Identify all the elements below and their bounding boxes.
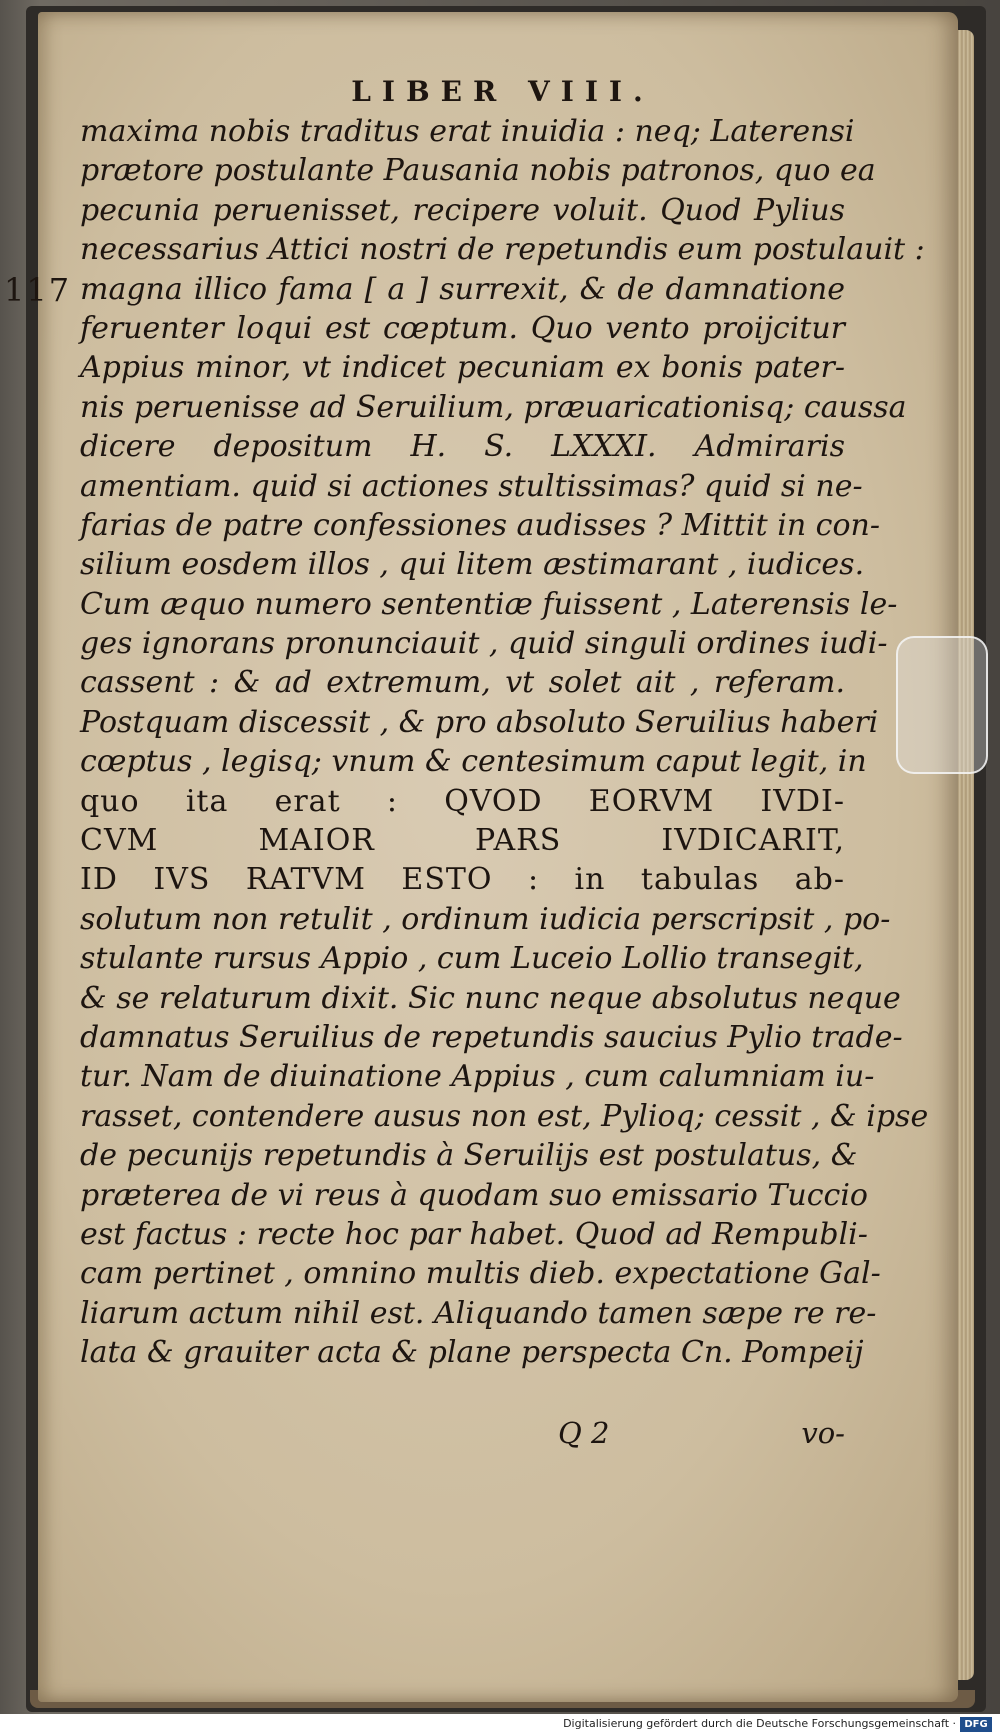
text-line: cam pertinet , omnino multis dieb. expectatione Gal- xyxy=(80,1256,881,1292)
text-line: magna illico fama [ a ] surrexit, & de damnatione xyxy=(80,271,845,307)
text-line: dicere depositum H. S. LXXXI. Admiraris xyxy=(80,429,845,465)
text-line: cœptus , legisq; vnum & centesimum caput legit, in xyxy=(80,744,867,780)
text-line: ID IVS RATVM ESTO : in tabulas ab- xyxy=(80,862,845,898)
text-line: CVM MAIOR PARS IVDICARIT, xyxy=(80,823,845,859)
running-head: LIBER VIII. xyxy=(351,75,654,108)
text-line: est factus : recte hoc par habet. Quod ad Rempubli- xyxy=(80,1216,868,1252)
text-block xyxy=(80,75,929,1373)
text-line: lata & grauiter acta & plane perspecta Cn. Pompeij xyxy=(80,1335,864,1371)
text-line: silium eosdem illos , qui litem æstimarant , iudices. xyxy=(80,547,865,583)
text-line: Postquam discessit , & pro absoluto Seruilius haberi xyxy=(80,704,879,740)
text-line: rasset, contendere ausus non est, Pylioq; cessit , & ipse xyxy=(80,1098,929,1134)
text-line: quo ita erat : QVOD EORVM IVDI- xyxy=(80,783,845,819)
text-line: damnatus Seruilius de repetundis saucius Pylio trade- xyxy=(80,1019,903,1055)
text-line: præterea de vi reus à quodam suo emissario Tuccio xyxy=(80,1177,868,1213)
text-line: feruenter loqui est cœptum. Quo vento proijcitur xyxy=(80,310,845,346)
credit-bar xyxy=(0,1714,1000,1736)
page-footer xyxy=(80,1416,845,1456)
text-line: cassent : & ad extremum, vt solet ait , referam. xyxy=(80,665,845,701)
marginal-number: 117 xyxy=(4,271,72,309)
text-line: Appius minor, vt indicet pecuniam ex bonis pater- xyxy=(80,350,845,386)
text-line: stulante rursus Appio , cum Luceio Lollio transegit, xyxy=(80,941,864,977)
signature-mark: Q 2 xyxy=(558,1416,610,1450)
text-line: & se relaturum dixit. Sic nunc neque absolutus neque xyxy=(80,980,901,1016)
text-line: pecunia peruenisset, recipere voluit. Quod Pylius xyxy=(80,192,845,228)
text-line: ges ignorans pronunciauit , quid singuli ordines iudi- xyxy=(80,626,888,662)
text-line: de pecunijs repetundis à Seruilijs est postulatus, & xyxy=(80,1138,858,1174)
dfg-logo: DFG xyxy=(960,1717,992,1732)
text-line: maxima nobis traditus erat inuidia : neq; Laterensi xyxy=(80,114,855,149)
text-line: nis peruenisse ad Seruilium, præuaricationisq; caussa xyxy=(80,389,907,425)
text-line: tur. Nam de diuinatione Appius , cum calumniam iu- xyxy=(80,1059,875,1095)
text-line: solutum non retulit , ordinum iudicia perscripsit , po- xyxy=(80,901,891,937)
text-line: necessarius Attici nostri de repetundis eum postulauit : xyxy=(80,232,925,268)
text-line: prætore postulante Pausania nobis patronos, quo ea xyxy=(80,153,876,189)
plastic-clip xyxy=(896,636,988,774)
text-lines xyxy=(80,112,929,1373)
catchword: vo- xyxy=(801,1416,845,1450)
text-line: amentiam. quid si actiones stultissimas? quid si ne- xyxy=(80,468,863,504)
text-line: liarum actum nihil est. Aliquando tamen sæpe re re- xyxy=(80,1295,877,1331)
text-line: farias de patre confessiones audisses ? Mittit in con- xyxy=(80,507,880,543)
credit-text: Digitalisierung gefördert durch die Deutsche Forschungsgemeinschaft · xyxy=(563,1717,956,1730)
text-line: Cum æquo numero sententiæ fuissent , Laterensis le- xyxy=(80,586,898,622)
